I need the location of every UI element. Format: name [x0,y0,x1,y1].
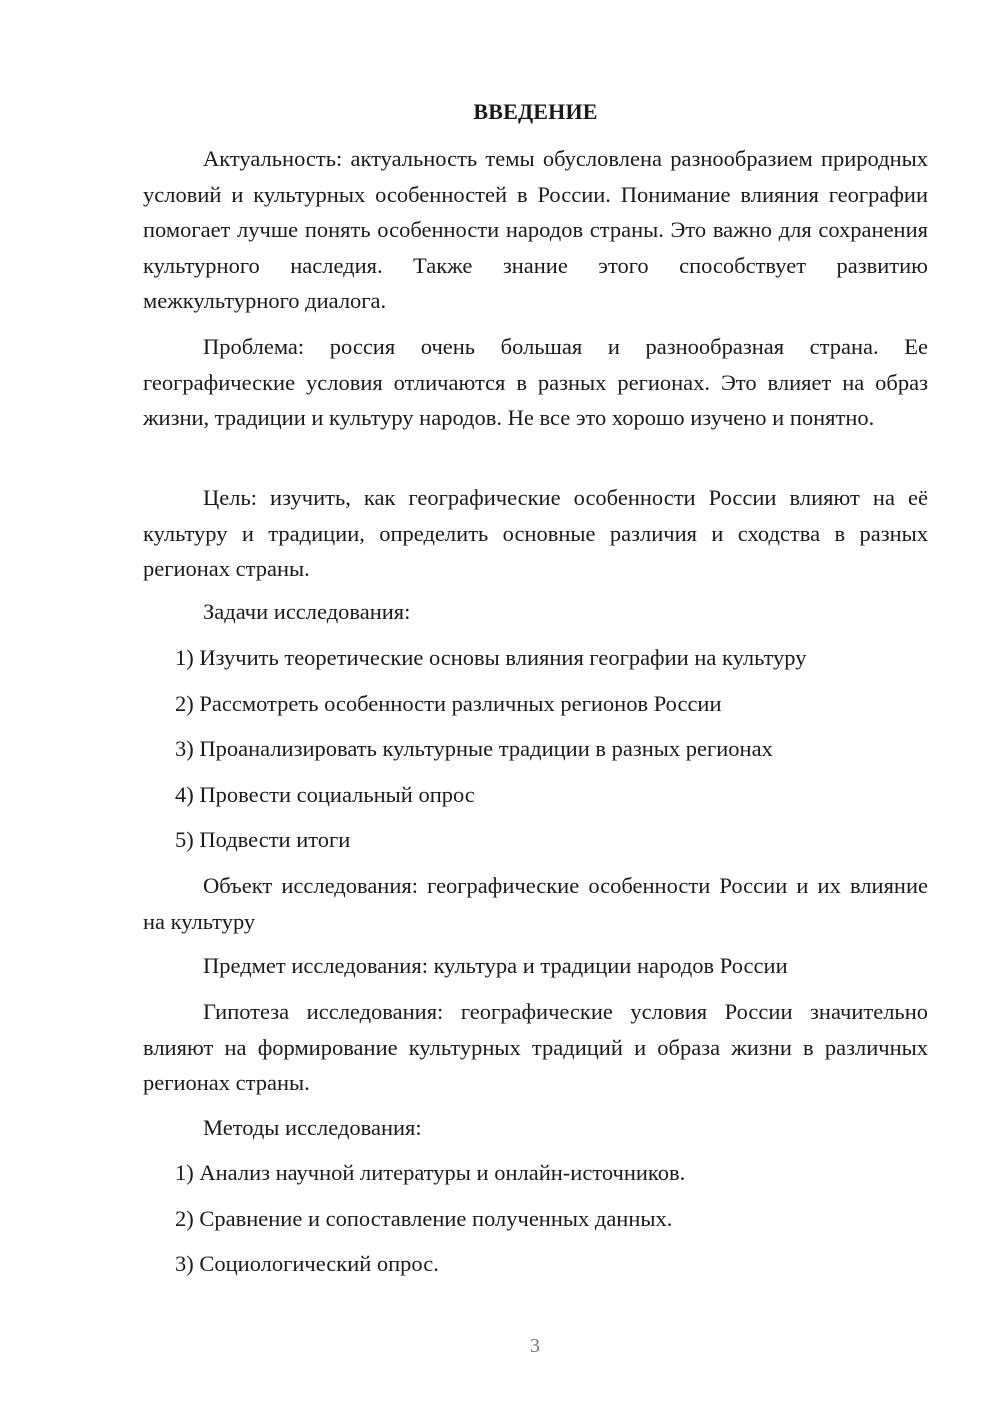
hypothesis-paragraph: Гипотеза исследования: географические условия России значительно влияют на формирование культурных традиций и образа жизни в различных регионах страны. [143,999,928,1095]
object-paragraph: Объект исследования: географические особенности России и их влияние на культуру [143,873,928,934]
tasks-label: Задачи исследования: [203,599,411,624]
section-title: ВВЕДЕНИЕ [473,99,598,124]
subject-paragraph: Предмет исследования: культура и традиции народов России [203,953,788,978]
method-item: 2) Сравнение и сопоставление полученных данных. [175,1206,673,1231]
problem-paragraph: Проблема: россия очень большая и разнообразная страна. Ее географические условия отличаются в разных регионах. Это влияет на образ жизни, традиции и культуру народов. Не все это хорошо изучено и понятно. [143,334,928,430]
goal-paragraph: Цель: изучить, как географические особенности России влияют на её культуру и традиции, определить основные различия и сходства в разных регионах страны. [143,485,928,581]
methods-label: Методы исследования: [203,1115,422,1140]
page-number: 3 [530,1335,540,1357]
method-item: 3) Социологический опрос. [175,1251,439,1276]
task-item: 2) Рассмотреть особенности различных регионов России [175,691,722,716]
task-item: 5) Подвести итоги [175,827,351,852]
task-item: 3) Проанализировать культурные традиции в разных регионах [175,736,773,761]
task-item: 1) Изучить теоретические основы влияния географии на культуру [175,645,807,670]
task-item: 4) Провести социальный опрос [175,782,475,807]
method-item: 1) Анализ научной литературы и онлайн-источников. [175,1160,686,1185]
relevance-paragraph: Актуальность: актуальность темы обусловлена разнообразием природных условий и культурных особенностей в России. Понимание влияния географии помогает лучше понять особенности народов страны. Это важно для сохранения культурного наследия. Также знание этого способствует развитию межкультурного диалога. [143,146,928,313]
